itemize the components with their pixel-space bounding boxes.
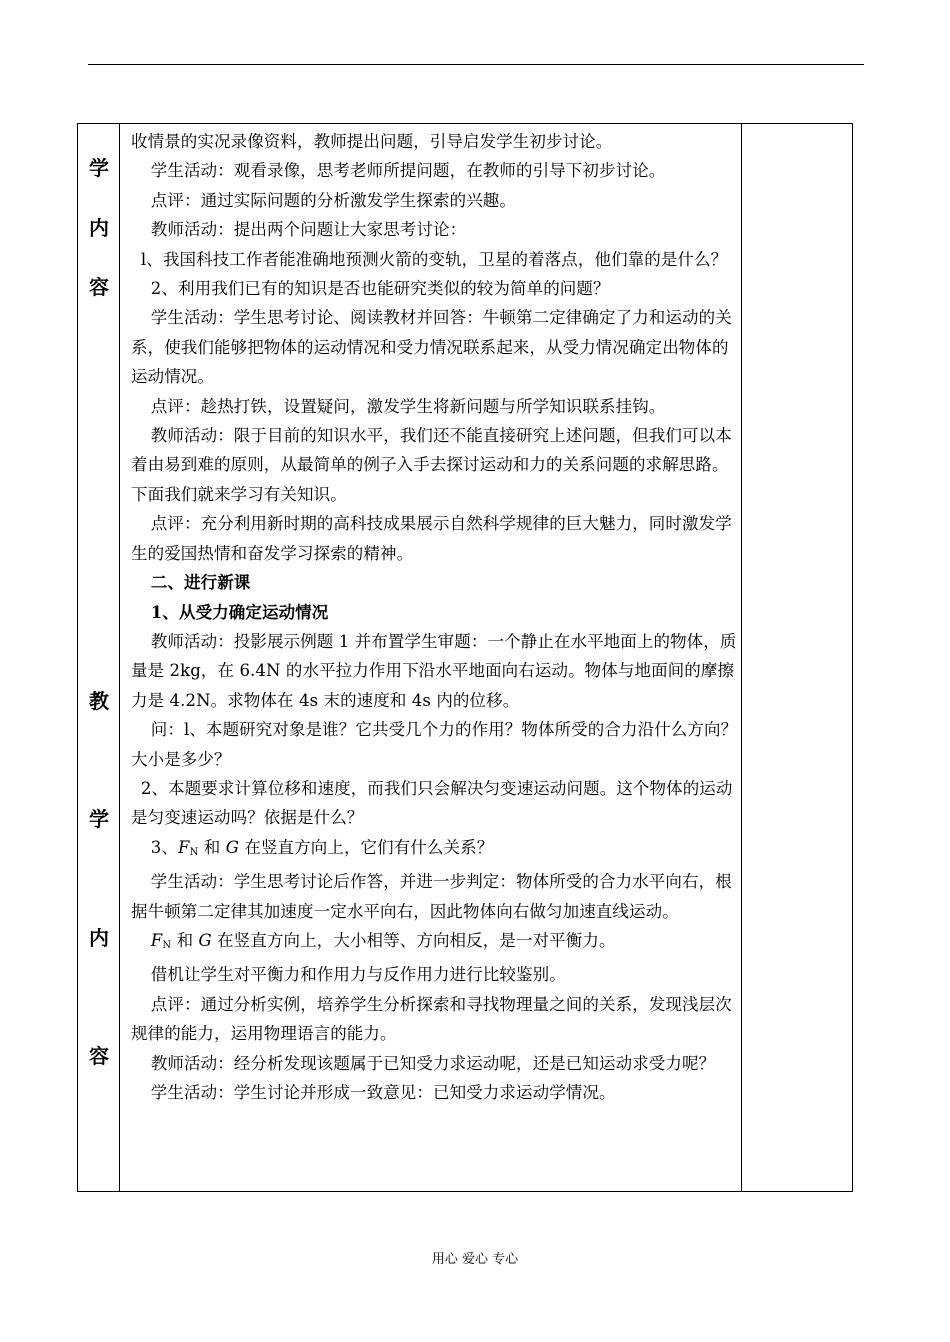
paragraph: 教师活动：投影展示例题 1 并布置学生审题：一个静止在水平地面上的物体，质量是 2kg，在 6.4N 的水平拉力作用下沿水平地面向右运动。物体与地面间的摩擦力是 4.2N。求物体在 4s 末的速度和 4s 内的位移。 xyxy=(131,631,737,710)
page-footer: 用心 爱心 专心 xyxy=(431,1252,519,1267)
text: 3、 xyxy=(150,837,178,857)
text: 和 xyxy=(171,930,199,950)
lesson-table xyxy=(77,123,853,1192)
paragraph: 教师活动：提出两个问题让大家思考讨论： xyxy=(150,220,467,240)
paragraph: l、我国科技工作者能准确地预测火箭的变轨，卫星的着落点，他们靠的是什么？ xyxy=(140,249,728,269)
text: 在竖直方向上，它们有什么关系？ xyxy=(239,837,494,857)
paragraph: 2、本题要求计算位移和速度，而我们只会解决匀变速运动问题。这个物体的运动是匀变速运动吗？依据是什么？ xyxy=(131,778,733,828)
paragraph: 点评：趁热打铁，设置疑问，激发学生将新问题与所学知识联系挂钩。 xyxy=(150,396,666,416)
paragraph: 2、利用我们已有的知识是否也能研究类似的较为简单的问题？ xyxy=(150,279,610,299)
lesson-content xyxy=(131,127,738,1107)
paragraph-fn-g xyxy=(131,833,738,867)
section-heading: 二、进行新课 xyxy=(150,573,251,593)
paragraph: 学生活动：学生思考讨论后作答，并进一步判定：物体所受的合力水平向右，根据牛顿第二定律其加速度一定水平向右，因此物体向右做匀加速直线运动。 xyxy=(131,872,732,921)
symbol-f: F xyxy=(150,930,163,950)
paragraph: 教师活动：经分析发现该题属于已知受力求运动呢，还是已知运动求受力呢？ xyxy=(150,1053,716,1073)
text: 和 xyxy=(203,837,226,857)
paragraph: 收情景的实况录像资料，教师提出问题，引导启发学生初步讨论。 xyxy=(131,132,613,151)
text: 在竖直方向上，大小相等、方向相反，是一对平衡力。 xyxy=(211,930,616,950)
symbol-subscript: N xyxy=(189,846,199,858)
paragraph: 点评：通过分析实例，培养学生分析探索和寻找物理量之间的关系，发现浅层次规律的能力，运用物理语言的能力。 xyxy=(131,994,732,1044)
symbol-g: G xyxy=(198,930,212,950)
paragraph: 点评：通过实际问题的分析激发学生探索的兴趣。 xyxy=(150,190,516,210)
paragraph: 学生活动：学生思考讨论、阅读教材并回答：牛顿第二定律确定了力和运动的关系，使我们能够把物体的运动情况和受力情况联系起来，从受力情况确定出物体的运动情况。 xyxy=(131,308,732,387)
sidebar-char: 容 xyxy=(89,1044,109,1068)
notes-column xyxy=(741,124,852,1191)
paragraph: 借机让学生对平衡力和作用力与反作用力进行比较鉴别。 xyxy=(150,965,566,985)
symbol-g: G xyxy=(225,837,240,857)
sidebar-char: 内 xyxy=(89,926,109,950)
sidebar-char: 学 xyxy=(89,156,109,180)
paragraph: 问：l、本题研究对象是谁？它共受几个力的作用？物体所受的合力沿什么方向？大小是多少？ xyxy=(131,720,738,769)
header-rule xyxy=(88,64,864,65)
sidebar-char: 学 xyxy=(89,807,109,831)
sidebar-char: 内 xyxy=(89,216,109,240)
paragraph-balance xyxy=(131,926,738,960)
paragraph: 教师活动：限于目前的知识水平，我们还不能直接研究上述问题，但我们可以本着由易到难的原则，从最简单的例子入手去探讨运动和力的关系问题的求解思路。下面我们就来学习有关知识。 xyxy=(131,426,732,504)
sidebar-char: 容 xyxy=(89,275,109,299)
paragraph: 点评：充分利用新时期的高科技成果展示自然科学规律的巨大魅力，同时激发学生的爱国热情和奋发学习探索的精神。 xyxy=(131,514,732,563)
symbol-f: F xyxy=(178,837,190,857)
paragraph: 学生活动：学生讨论并形成一致意见：已知受力求运动学情况。 xyxy=(150,1083,616,1102)
paragraph: 学生活动：观看录像，思考老师所提问题，在教师的引导下初步讨论。 xyxy=(150,161,666,181)
subsection-heading: 1、从受力确定运动情况 xyxy=(150,602,329,622)
sidebar-char: 教 xyxy=(89,689,109,713)
symbol-subscript: N xyxy=(162,939,172,951)
sidebar-column xyxy=(78,124,120,1191)
